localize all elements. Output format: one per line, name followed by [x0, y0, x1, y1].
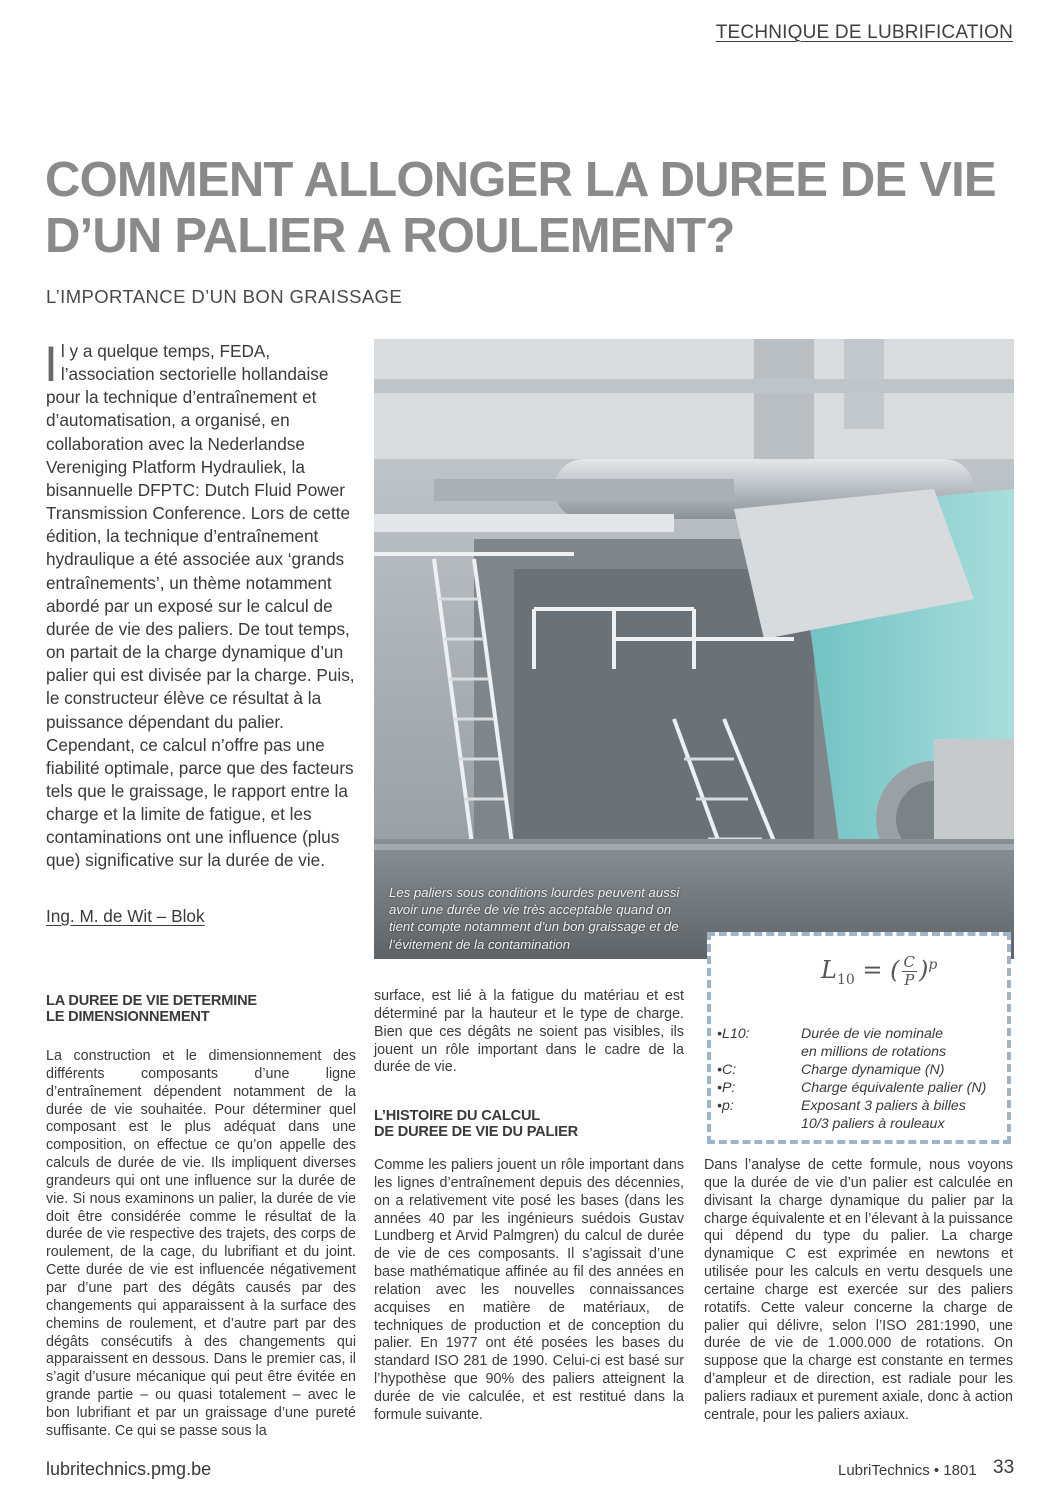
legend-row [717, 1025, 1007, 1043]
legend-key [717, 1115, 801, 1133]
formula-fraction [902, 954, 917, 989]
formula-exponent: p [928, 957, 938, 973]
legend-row [717, 1043, 1007, 1061]
legend-key [717, 1043, 801, 1061]
intro-paragraph [44, 336, 358, 873]
life-formula [821, 954, 937, 989]
heading-line-1: L’HISTOIRE DU CALCUL [374, 1108, 540, 1124]
legend-key: •p: [717, 1098, 734, 1114]
section-header: TECHNIQUE DE LUBRIFICATION [715, 22, 1013, 43]
body-paragraph: La construction et le dimensionnement des différents composants d’une ligne d’entraînement dépendent notamment de la durée de vie souhaitée. Pour déterminer quel composant est le plus adéquat dans une composition, on effectue ce qu’on appelle des calculs de durée de vie. Ils impliquent diverses grandeurs qui ont une influence sur la durée de vie. Si nous examinons un palier, la durée de vie doit être considérée comme le résultat de la durée de vie respective des trajets, des corps de roulement, de la cage, du lubrifiant et du joint. Cette durée de vie est influencée négativement par d’une part des dégâts causés par des changements qui apparaissent à la surface des chemins de roulement, et d’autre part par des dégâts consécutifs à des changements qui apparaissent en dessous. Dans le premier cas, il s’agit d’usure mécanique qui peut être évitée en grande partie – ou quasi totalement – avec le bon lubrifiant et par un graissage d’une pureté suffisante. Ce qui se passe sous la [46, 1048, 356, 1439]
legend-row [717, 1097, 1007, 1115]
author-byline: Ing. M. de Wit – Blok [46, 906, 205, 926]
legend-key: •P: [717, 1080, 736, 1096]
heading-line-2: LE DIMENSIONNEMENT [46, 1009, 210, 1025]
legend-value: en millions de rotations [801, 1044, 947, 1060]
formula-numerator: C [903, 953, 915, 971]
formula-equals: = ( [854, 956, 900, 984]
legend-value: Durée de vie nominale [801, 1026, 943, 1042]
legend-value: Charge équivalente palier (N) [801, 1080, 987, 1096]
heading-line-2: DE DUREE DE VIE DU PALIER [374, 1124, 578, 1140]
photo-caption: Les paliers sous conditions lourdes peuvent aussi avoir une durée de vie très acceptable quand on tient compte notamment d’un bon graissage et de l’évitement de la contamination [389, 885, 680, 952]
page-number: 33 [993, 1457, 1015, 1478]
legend-row [717, 1079, 1007, 1097]
machine-photo [374, 339, 1014, 959]
formula-legend [717, 1025, 1007, 1133]
body-paragraph: surface, est lié à la fatigue du matériau et est déterminé par la hauteur et le type de charge. Bien que ces dégâts ne soient pas visibles, ils jouent un rôle important dans le cadre de la durée de vie. [374, 988, 684, 1076]
column-2-body [374, 1157, 684, 1425]
paper-machine-illustration [374, 339, 1014, 959]
legend-row [717, 1115, 1007, 1133]
legend-value: Charge dynamique (N) [801, 1062, 945, 1078]
formula-close: ) [918, 956, 929, 984]
title-line-2: D’UN PALIER A ROULEMENT? [45, 209, 735, 263]
formula-lhs-subscript: 10 [836, 971, 855, 988]
article-title [45, 152, 1005, 264]
intro-text: l y a quelque temps, FEDA, l’association sectorielle hollandaise pour la technique d’entraînement et d’automatisation, a organisé, en collaboration avec la Nederlandse Vereniging Platform Hydrauliek, la bisannuelle DFPTC: Dutch Fluid Power Transmission Conference. Lors de cette édition, la technique d’entraînement hydraulique a été associée aux ‘grands entraînements’, un thème notamment abordé par un exposé sur le calcul de durée de vie des paliers. De tout temps, on partait de la charge dynamique d’un palier qui est divisée par la charge. Puis, le constructeur élève ce résultat à la puissance dépendant du palier. Cependant, ce calcul n’offre pas une fiabilité optimale, parce que des facteurs tels que le graissage, le rapport entre la charge et la limite de fatigue, et les contaminations ont une influence (plus que) significative sur la durée de vie. [46, 341, 355, 871]
formula-denominator: P [904, 971, 915, 989]
legend-key: •C: [717, 1062, 737, 1078]
column-3-body [704, 1157, 1013, 1425]
body-paragraph: Dans l’analyse de cette formule, nous voyons que la durée de vie d’un palier est calculée en divisant la charge dynamique du palier par la charge équivalente et en l’élevant à la puissance qui dépend du type du palier. La charge dynamique C est exprimée en newtons et utilisée pour les calculs en vertu desquels une certaine charge est exercée sur des paliers rotatifs. Cette valeur concerne la charge de palier qui délivre, selon l’ISO 281:1990, une durée de vie de 1.000.000 de rotations. On suppose que la charge est constante en termes d’ampleur et de direction, est radiale pour les paliers radiaux et purement axiale, donc à action centrale, pour les paliers axiaux. [704, 1157, 1013, 1423]
title-line-1: COMMENT ALLONGER LA DUREE DE VIE [45, 153, 996, 207]
footer-magazine: LubriTechnics • 1801 [838, 1462, 977, 1479]
legend-key: •L10: [717, 1026, 750, 1042]
drop-cap: I [44, 336, 58, 392]
formula-lhs: L [821, 956, 837, 984]
column-1-body [46, 1048, 356, 1441]
formula-box [707, 932, 1011, 1144]
section-heading-history [374, 1108, 684, 1140]
body-paragraph: Comme les paliers jouent un rôle important dans les lignes d’entraînement depuis des décennies, on a relativement vite posé les bases (dans les années 40 par les ingénieurs suédois Gustav Lundberg et Arvid Palmgren) du calcul de durée de vie de ces composants. Il s’agissait d’une base mathématique affinée au fil des années en relation avec les nouvelles connaissances acquises en matière de matériaux, de techniques de production et de conception du palier. En 1977 ont été posées les bases du standard ISO 281 de 1990. Celui-ci est basé sur l’hypothèse que 90% des paliers atteignent la durée de vie calculée, et est restitué dans la formule suivante. [374, 1157, 684, 1423]
footer-website: lubritechnics.pmg.be [46, 1459, 212, 1479]
legend-row [717, 1061, 1007, 1079]
article-subtitle: L’IMPORTANCE D’UN BON GRAISSAGE [46, 286, 403, 307]
heading-line-1: LA DUREE DE VIE DETERMINE [46, 993, 257, 1009]
legend-value: 10/3 paliers à rouleaux [801, 1116, 945, 1132]
column-2-continuation [374, 988, 684, 1077]
section-heading-lifetime [46, 993, 366, 1025]
legend-value: Exposant 3 paliers à billes [801, 1098, 966, 1114]
